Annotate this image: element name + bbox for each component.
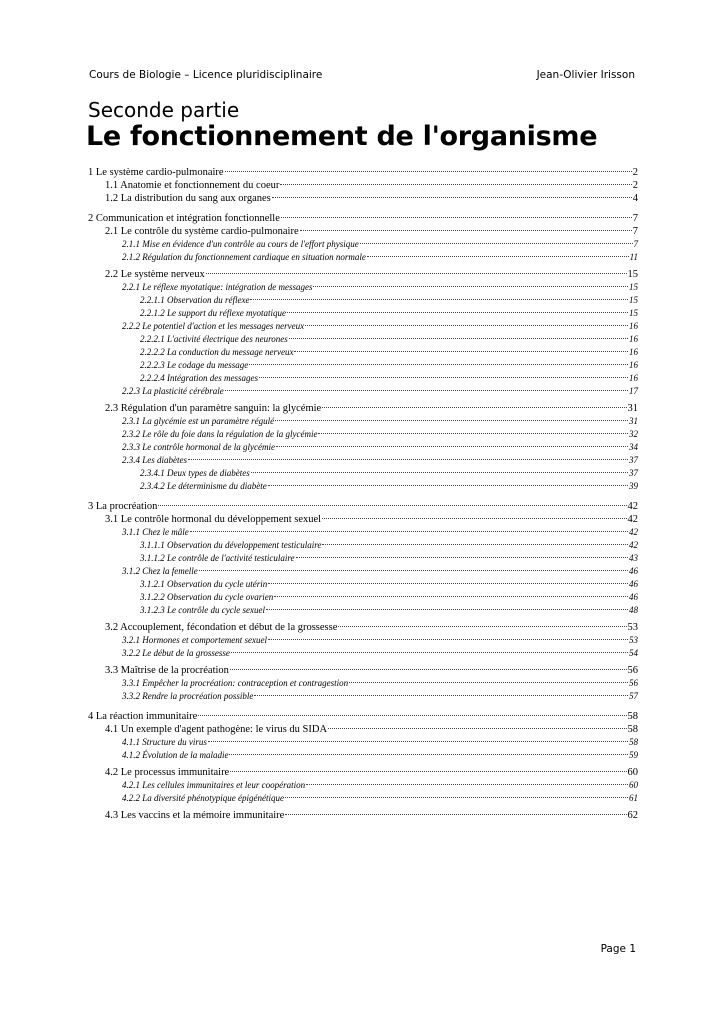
toc-entry[interactable] [88,513,638,526]
toc-entry-page: 32 [629,429,638,439]
toc-entry[interactable] [88,166,638,179]
toc-entry-page: 7 [632,213,638,224]
toc-dot-leader [287,312,628,313]
toc-entry[interactable] [88,710,638,723]
toc-dot-leader [230,771,626,772]
toc-entry[interactable] [88,359,638,372]
toc-dot-leader [360,243,633,244]
table-of-contents [88,166,638,822]
toc-entry[interactable] [88,664,638,677]
toc-entry-page: 56 [629,678,638,688]
toc-dot-leader [349,682,628,683]
toc-entry[interactable] [88,526,638,539]
toc-dot-leader [338,626,626,627]
toc-entry-page: 54 [629,648,638,658]
toc-dot-leader [188,459,628,460]
toc-entry[interactable] [88,212,638,225]
toc-entry-title: 3.2.2 Le début de la grossesse [122,648,230,658]
toc-entry-title: 4.1.2 Évolution de la maladie [122,750,229,760]
toc-entry-page: 15 [629,295,638,305]
toc-dot-leader [206,273,627,274]
toc-entry[interactable] [88,578,638,591]
toc-entry[interactable] [88,565,638,578]
toc-entry-title: 3.1.1.1 Observation du développement testiculaire [140,540,322,550]
toc-entry-page: 15 [627,269,638,280]
page-title: Le fonctionnement de l'organisme [86,121,598,152]
toc-entry[interactable] [88,320,638,333]
toc-entry-title: 4.1.1 Structure du virus [122,737,207,747]
toc-entry[interactable] [88,591,638,604]
toc-entry-page: 58 [629,737,638,747]
toc-dot-leader [300,230,632,231]
toc-dot-leader [272,197,632,198]
toc-entry-page: 42 [629,540,638,550]
toc-entry-page: 37 [629,468,638,478]
toc-entry[interactable] [88,454,638,467]
toc-entry[interactable] [88,677,638,690]
toc-entry-title: 3.3.1 Empêcher la procréation: contraception et contragestion [122,678,349,688]
toc-dot-leader [254,695,628,696]
toc-entry[interactable] [88,294,638,307]
toc-entry-title: 4 La réaction immunitaire [88,711,198,722]
toc-entry-title: 3.2 Accouplement, fécondation et début de la grossesse [105,622,338,633]
toc-entry[interactable] [88,333,638,346]
toc-dot-leader [198,715,626,716]
toc-entry-title: 1.2 La distribution du sang aux organes [105,193,271,204]
toc-dot-leader [230,669,627,670]
toc-entry-title: 3.1.1 Chez le mâle [122,527,189,537]
toc-entry-page: 60 [627,767,638,778]
toc-dot-leader [274,596,628,597]
toc-entry-title: 2.2 Le système nerveux [105,269,205,280]
toc-entry-page: 48 [629,605,638,615]
toc-dot-leader [250,299,628,300]
toc-entry-page: 42 [629,527,638,537]
toc-entry[interactable] [88,467,638,480]
toc-entry-title: 2.1 Le contrôle du système cardio-pulmonaire [105,226,299,237]
toc-entry-title: 4.3 Les vaccins et la mémoire immunitaire [105,810,285,821]
toc-entry-title: 2 Communication et intégration fonctionnelle [88,213,280,224]
toc-entry-title: 1.1 Anatomie et fonctionnement du coeur [105,180,280,191]
toc-entry-page: 15 [629,282,638,292]
running-header-course: Cours de Biologie – Licence pluridisciplinaire [89,69,323,81]
toc-entry-title: 2.1.2 Régulation du fonctionnement cardiaque en situation normale [122,252,366,262]
toc-entry[interactable] [88,415,638,428]
toc-entry[interactable] [88,539,638,552]
toc-dot-leader [322,407,626,408]
toc-entry[interactable] [88,647,638,660]
toc-dot-leader [328,728,626,729]
toc-entry-page: 7 [633,239,638,249]
toc-entry-title: 2.2.2 Le potentiel d'action et les messages nerveux [122,321,305,331]
toc-dot-leader [249,364,628,365]
toc-entry-page: 46 [629,592,638,602]
toc-entry-title: 2.3 Régulation d'un paramètre sanguin: la glycémie [105,403,322,414]
toc-entry[interactable] [88,238,638,251]
toc-entry-page: 16 [629,360,638,370]
toc-entry-page: 15 [629,308,638,318]
page-number: Page 1 [600,943,636,955]
toc-dot-leader [268,485,628,486]
toc-entry-title: 3.1.2 Chez la femelle [122,566,198,576]
toc-entry[interactable] [88,179,638,192]
toc-entry-title: 2.2.2.1 L'activité électrique des neurones [140,334,288,344]
toc-entry-title: 3.3 Maîtrise de la procréation [105,665,229,676]
toc-entry-page: 46 [629,566,638,576]
toc-entry-page: 59 [629,750,638,760]
toc-dot-leader [231,652,628,653]
toc-entry-title: 1 Le système cardio-pulmonaire [88,167,224,178]
toc-entry-title: 2.3.4.2 Le déterminisme du diabète [140,481,267,491]
toc-entry-title: 2.2.3 La plasticité cérébrale [122,386,224,396]
toc-entry-title: 4.2 Le processus immunitaire [105,767,230,778]
toc-entry-title: 4.2.2 La diversité phénotypique épigénétique [122,793,284,803]
toc-entry-title: 3.3.2 Rendre la procréation possible [122,691,254,701]
toc-entry[interactable] [88,480,638,493]
toc-entry[interactable] [88,402,638,415]
toc-entry[interactable] [88,749,638,762]
toc-dot-leader [199,570,628,571]
toc-entry-page: 17 [629,386,638,396]
toc-entry-page: 16 [629,373,638,383]
toc-dot-leader [281,217,632,218]
toc-entry[interactable] [88,634,638,647]
toc-entry[interactable] [88,766,638,779]
toc-entry[interactable] [88,779,638,792]
toc-entry-title: 2.2.2.4 Intégration des messages [140,373,258,383]
toc-entry-title: 2.2.1.1 Observation du réflexe [140,295,250,305]
toc-dot-leader [289,338,628,339]
toc-entry-title: 2.3.3 Le contrôle hormonal de la glycémie [122,442,275,452]
toc-entry-page: 16 [629,334,638,344]
toc-dot-leader [280,184,631,185]
toc-entry-page: 61 [629,793,638,803]
toc-entry-title: 2.2.1 Le réflexe myotatique: intégration de messages [122,282,313,292]
toc-dot-leader [229,754,628,755]
toc-entry[interactable] [88,690,638,703]
toc-entry-page: 46 [629,579,638,589]
toc-dot-leader [313,286,628,287]
toc-dot-leader [367,256,629,257]
toc-dot-leader [268,639,628,640]
toc-entry[interactable] [88,225,638,238]
toc-dot-leader [306,784,628,785]
toc-entry-page: 37 [629,455,638,465]
toc-entry-page: 56 [627,665,638,676]
toc-entry[interactable] [88,792,638,805]
toc-entry[interactable] [88,552,638,565]
toc-dot-leader [251,472,628,473]
toc-entry-title: 3.1.1.2 Le contrôle de l'activité testiculaire [140,553,295,563]
toc-entry-page: 31 [627,403,638,414]
toc-dot-leader [285,797,628,798]
toc-dot-leader [225,390,628,391]
toc-entry-title: 3.1.2.1 Observation du cycle utérin [140,579,268,589]
toc-entry[interactable] [88,385,638,398]
toc-dot-leader [190,531,628,532]
toc-dot-leader [322,518,626,519]
toc-entry-page: 53 [629,635,638,645]
toc-entry-page: 39 [629,481,638,491]
toc-entry-title: 4.1 Un exemple d'agent pathogène: le virus du SIDA [105,724,328,735]
toc-entry-page: 4 [632,193,638,204]
toc-dot-leader [275,420,628,421]
toc-entry-page: 60 [629,780,638,790]
toc-entry[interactable] [88,307,638,320]
toc-dot-leader [305,325,628,326]
toc-entry-title: 2.2.2.3 Le codage du message [140,360,249,370]
toc-entry-title: 2.3.4.1 Deux types de diabètes [140,468,250,478]
toc-entry-title: 3 La procréation [88,501,158,512]
toc-entry[interactable] [88,604,638,617]
toc-entry-page: 11 [629,252,638,262]
toc-entry[interactable] [88,251,638,264]
toc-entry-page: 57 [629,691,638,701]
toc-entry-title: 2.3.4 Les diabètes [122,455,187,465]
toc-entry[interactable] [88,372,638,385]
toc-entry-title: 3.1.2.2 Observation du cycle ovarien [140,592,274,602]
toc-entry[interactable] [88,428,638,441]
toc-entry[interactable] [88,192,638,205]
toc-entry-title: 2.3.2 Le rôle du foie dans la régulation de la glycémie [122,429,318,439]
toc-entry-page: 62 [627,810,638,821]
toc-dot-leader [266,609,628,610]
toc-entry-page: 43 [629,553,638,563]
toc-entry-page: 2 [632,167,638,178]
part-subtitle: Seconde partie [88,98,240,122]
toc-dot-leader [276,446,628,447]
toc-entry-title: 2.2.2.2 La conduction du message nerveux [140,347,294,357]
toc-dot-leader [268,583,628,584]
toc-entry-title: 3.1.2.3 Le contrôle du cycle sexuel [140,605,265,615]
toc-dot-leader [225,171,632,172]
toc-entry-title: 3.1 Le contrôle hormonal du développement sexuel [105,514,322,525]
toc-entry-title: 2.2.1.2 Le support du réflexe myotatique [140,308,286,318]
toc-entry[interactable] [88,346,638,359]
toc-entry[interactable] [88,500,638,513]
toc-entry-page: 7 [632,226,638,237]
toc-entry-title: 3.2.1 Hormones et comportement sexuel [122,635,267,645]
toc-entry-page: 42 [627,501,638,512]
toc-entry-page: 53 [627,622,638,633]
toc-entry[interactable] [88,809,638,822]
toc-entry-page: 16 [629,321,638,331]
toc-entry-title: 2.3.1 La glycémie est un paramètre régulé [122,416,275,426]
toc-dot-leader [296,557,628,558]
toc-entry-title: 4.2.1 Les cellules immunitaires et leur coopération [122,780,306,790]
toc-entry-page: 34 [629,442,638,452]
toc-dot-leader [318,433,628,434]
toc-entry-page: 16 [629,347,638,357]
toc-dot-leader [259,377,628,378]
toc-dot-leader [208,741,628,742]
toc-dot-leader [322,544,628,545]
toc-entry[interactable] [88,736,638,749]
running-header-author: Jean-Olivier Irisson [536,69,635,81]
toc-entry-page: 42 [627,514,638,525]
toc-dot-leader [294,351,628,352]
toc-entry[interactable] [88,268,638,281]
toc-entry-page: 58 [627,724,638,735]
toc-dot-leader [285,814,626,815]
toc-entry[interactable] [88,621,638,634]
toc-dot-leader [158,505,626,506]
toc-entry[interactable] [88,441,638,454]
toc-entry-page: 2 [632,180,638,191]
toc-entry-title: 2.1.1 Mise en évidence d'un contrôle au cours de l'effort physique [122,239,359,249]
toc-entry-page: 31 [629,416,638,426]
toc-entry[interactable] [88,723,638,736]
toc-entry-page: 58 [627,711,638,722]
toc-entry[interactable] [88,281,638,294]
